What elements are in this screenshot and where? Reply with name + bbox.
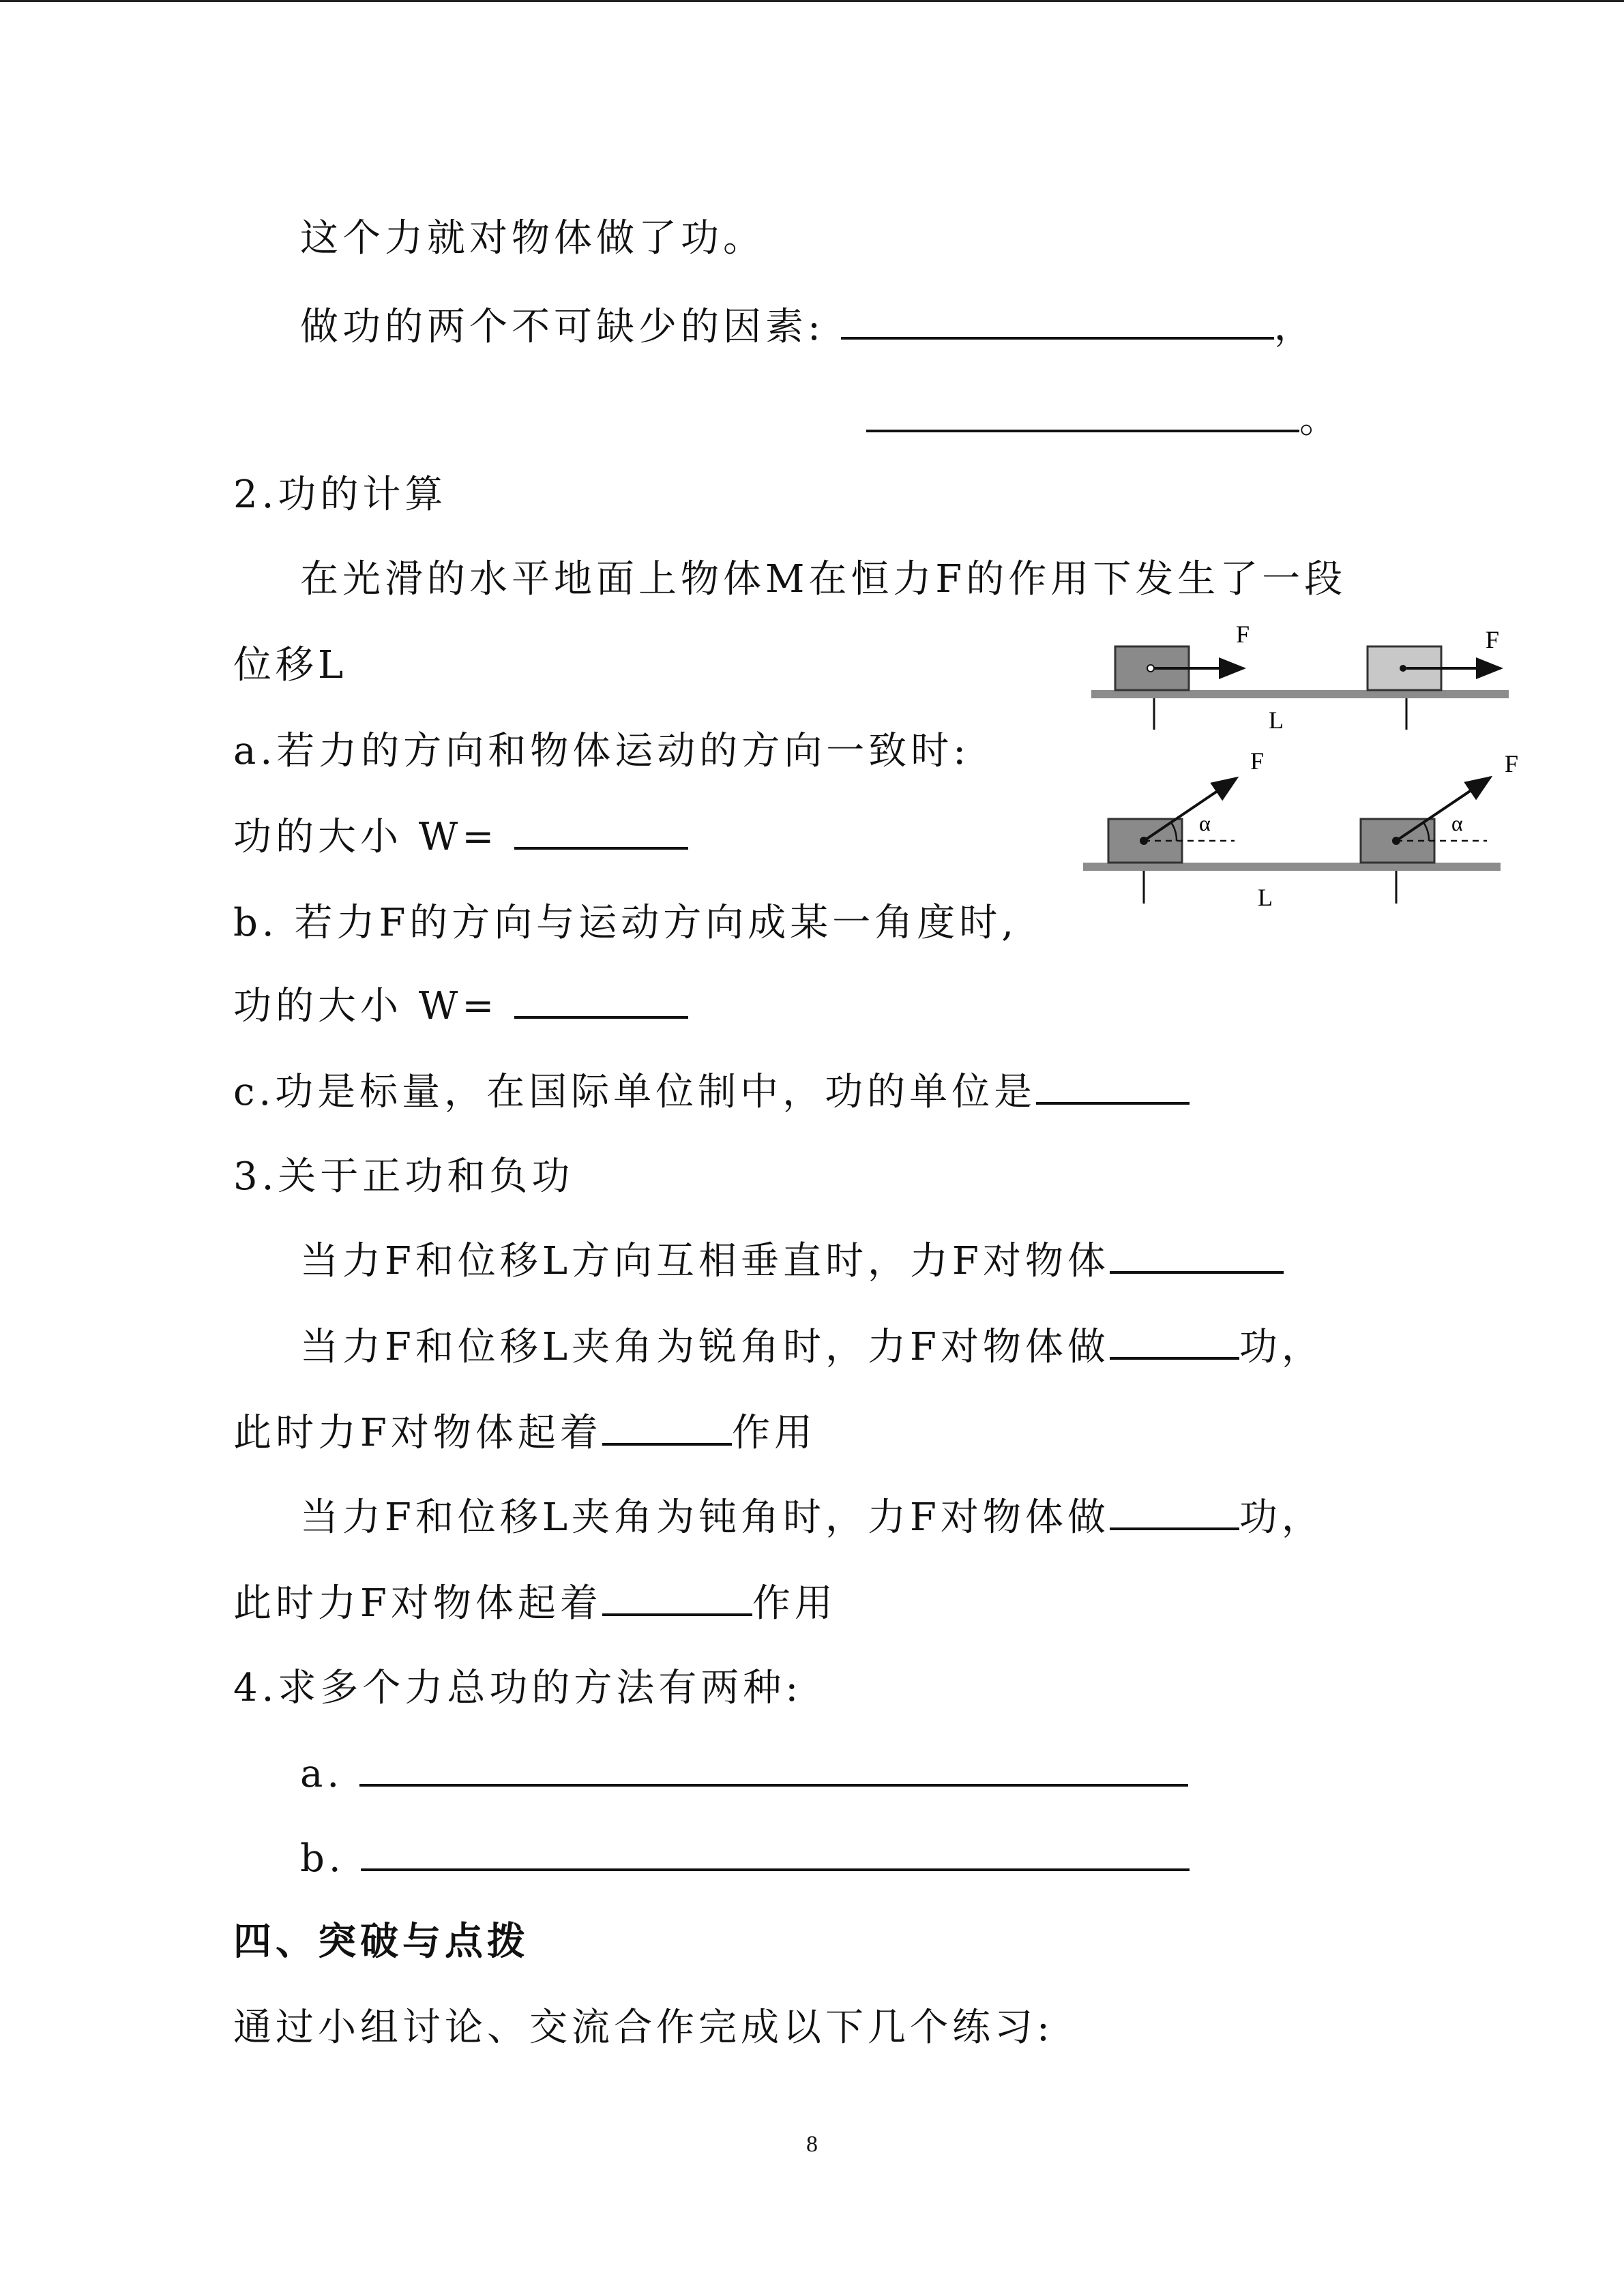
section-heading: 四、突破与点拨: [233, 1920, 529, 1964]
text-line: 当力F和位移L夹角为锐角时，力F对物体做 功，: [300, 1323, 1324, 1372]
answer-blank[interactable]: [514, 813, 688, 850]
text-line: 当力F和位移L方向互相垂直时，力F对物体: [300, 1237, 1284, 1286]
text-line: b. 若力F的方向与运动方向成某一角度时,: [233, 901, 1018, 945]
angle-label: α: [1199, 811, 1211, 835]
section-title: 3.关于正功和负功: [233, 1154, 574, 1199]
page-number: 8: [806, 2132, 818, 2157]
answer-blank[interactable]: [1110, 1237, 1284, 1274]
figure-bottom: [1083, 747, 1518, 911]
text-line: 当力F和位移L夹角为钝角时，力F对物体做 功，: [300, 1493, 1324, 1542]
force-label: F: [1486, 626, 1500, 653]
text-line: b.: [300, 1834, 1190, 1883]
force-arrow: [1144, 778, 1237, 841]
page-top-border: [0, 0, 1624, 2]
section-title: 4.求多个力总功的方法有两种:: [233, 1666, 803, 1710]
answer-blank[interactable]: [1110, 1493, 1239, 1530]
ground-bar: [1091, 690, 1509, 698]
force-label: F: [1250, 747, 1265, 775]
text-line: 这个力就对物体做了功。: [300, 216, 765, 260]
answer-blank[interactable]: [841, 303, 1274, 340]
physics-figure: [1071, 621, 1528, 921]
answer-blank[interactable]: [602, 1409, 732, 1446]
text-line: a.若力的方向和物体运动的方向一致时:: [233, 729, 971, 773]
answer-blank[interactable]: [866, 396, 1299, 432]
text-line: 此时力F对物体起着 作用: [233, 1579, 837, 1628]
text-line: a.: [300, 1750, 1188, 1799]
text-line: 功的大小 W=: [233, 813, 688, 862]
figure-top: [1091, 621, 1509, 734]
angle-label: α: [1451, 811, 1463, 835]
section-title: 2.功的计算: [233, 473, 447, 517]
text-line: 功的大小 W=: [233, 982, 688, 1031]
text-line: 此时力F对物体起着 作用: [233, 1409, 816, 1458]
text-line: 位移L: [233, 643, 348, 687]
displacement-label: L: [1258, 884, 1273, 911]
text-line: 在光滑的水平地面上物体M在恒力F的作用下发生了一段: [300, 557, 1347, 601]
text-line: 。: [866, 396, 1342, 445]
answer-blank[interactable]: [1036, 1068, 1190, 1105]
answer-blank[interactable]: [1110, 1323, 1239, 1360]
text-line: c.功是标量，在国际单位制中，功的单位是: [233, 1068, 1190, 1117]
answer-blank[interactable]: [361, 1834, 1190, 1871]
displacement-label: L: [1269, 706, 1284, 734]
answer-blank[interactable]: [602, 1579, 752, 1616]
force-label: F: [1236, 621, 1250, 648]
answer-blank[interactable]: [359, 1750, 1188, 1787]
text-line: 通过小组讨论、交流合作完成以下几个练习:: [233, 2006, 1054, 2050]
answer-blank[interactable]: [514, 982, 688, 1019]
text-line: 做功的两个不可缺少的因素: ，: [300, 303, 1316, 352]
force-label: F: [1505, 750, 1519, 777]
ground-bar: [1083, 863, 1501, 871]
force-arrow: [1396, 777, 1490, 841]
